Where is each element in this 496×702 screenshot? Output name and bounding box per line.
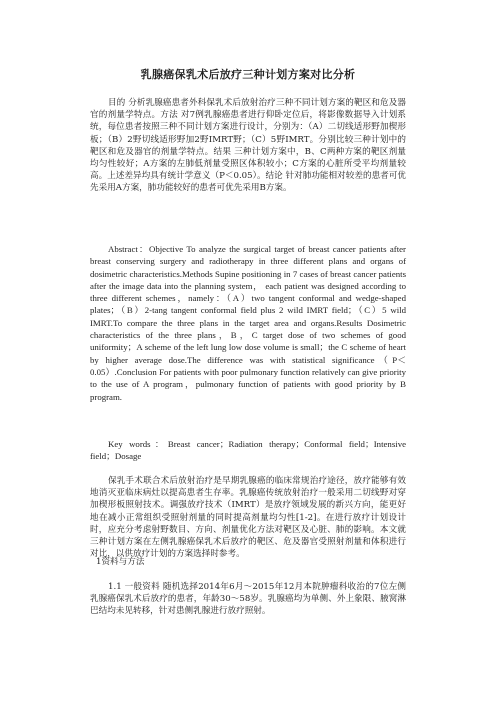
- general-info-paragraph: 1.1 一般资料 随机选择2014年6月～2015年12月本院肿瘤科收治的7位左侧乳腺癌保乳术后放疗的患者，年龄30～58岁。乳腺癌均为单侧、外上象限、腋窝淋巴结均未见转移，针对患侧乳腺进行放疗照射。: [90, 582, 406, 617]
- document-title: 乳腺癌保乳术后放疗三种计划方案对比分析: [140, 68, 356, 81]
- chinese-abstract: 目的 分析乳腺癌患者外科保乳术后放射治疗三种不同计划方案的靶区和危及器官的剂量学特点。方法 对7例乳腺癌患者进行仰卧定位后，将影像数据导入计划系统，每位患者按照三种不同计划方案进行设计，分别为：（A）二切线适形野加楔形板；（B）2野切线适形野加2野IMRT野；（C）5野IMRT。分别比较三种计划中的靶区和危及器官的剂量学特点。结果 三种计划方案中，B、C两种方案的靶区剂量均匀性较好；A方案的左肺低剂量受照区体积较小；C方案的心脏所受平均剂量较高。上述差异均具有统计学意义（P＜0.05）。结论 针对肺功能相对较差的患者可优先采用A方案，肺功能较好的患者可优先采用B方案。: [90, 98, 406, 194]
- keywords-line: Key words：Breast cancer；Radiation therapy；Conformal field；Intensive field；Dosage: [90, 439, 406, 462]
- english-abstract: Abstract：Objective To analyze the surgical target of breast cancer patients after breast conserving surgery and radiotherapy in three different plans and organs of dosimetric characteristics.Methods Supine positioning in 7 cases of breast cancer patients after the image data into the planning system， each patient was designed according to three different schemes，namely：（A）two tangent conformal and wedge-shaped plates；（B）2-tang tangent conformal field plus 2 wild IMRT field；（C）5 wild IMRT.To compare the three plans in the target area and organs.Results Dosimetric characteristics of the three plans，B，C target dose of two schemes of good uniformity；A scheme of the left lung low dose volume is small；the C scheme of heart by higher average dose.The difference was with statistical significance（P＜0.05）.Conclusion For patients with poor pulmonary function relatively can give priority to the use of A program，pulmonary function of patients with good priority by B program.: [90, 244, 406, 402]
- introduction-paragraph: 保乳手术联合术后放射治疗是早期乳腺癌的临床常规治疗途径，放疗能够有效地消灭亚临床病灶以提高患者生存率。乳腺癌传统放射治疗一般采用二切线野对穿加楔形板照射技术。调强放疗技术（IMRT）是放疗领域发展的新兴方向，能更好地在减小正常组织受照射剂量的同时提高剂量均匀性[1-2]。在进行放疗计划设计时，应充分考虑射野数目、方向、剂量优化方法对靶区及心脏、肺的影响。本文就三种计划方案在左侧乳腺癌保乳术后放疗的靶区、危及器官受照射剂量和体积进行对比，以供放疗计划的方案选择时参考。: [90, 476, 406, 560]
- section-heading: 1资料与方法: [96, 557, 145, 567]
